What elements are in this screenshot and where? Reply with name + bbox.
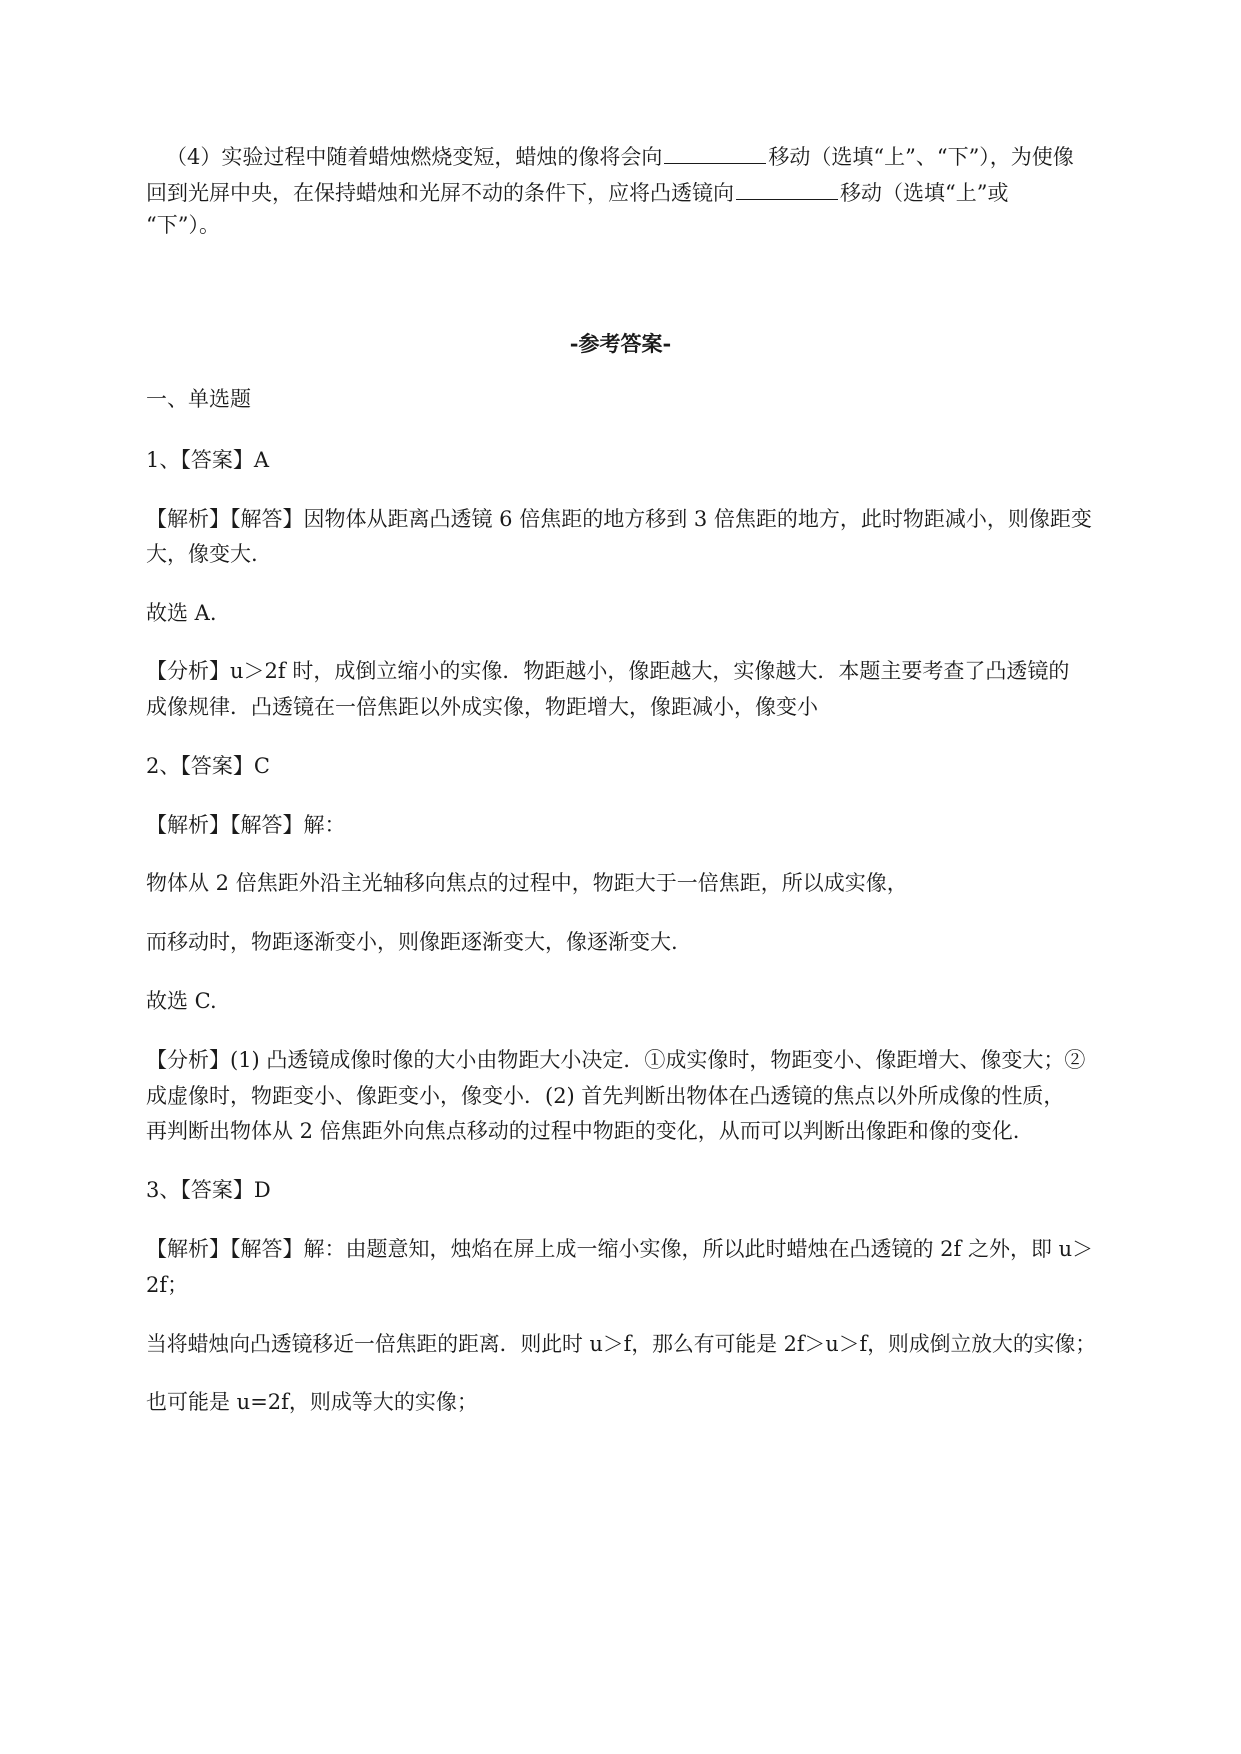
analysis-line: 成虚像时，物距变小、像距变小，像变小．(2) 首先判断出物体在凸透镜的焦点以外所成像的性质， (146, 1084, 1065, 1108)
analysis-line: 再判断出物体从 2 倍焦距外向焦点移动的过程中物距的变化，从而可以判断出像距和像的变化. (146, 1119, 1020, 1143)
question-4-text-d: 移动（选填“上”或 (840, 181, 1009, 205)
analysis-line: 物体从 2 倍焦距外沿主光轴移向焦点的过程中，物距大于一倍焦距，所以成实像， (146, 871, 908, 895)
answer-3: 3、【答案】D (146, 1178, 271, 1202)
analysis-line: 【分析】u＞2f 时，成倒立缩小的实像．物距越小，像距越大，实像越大．本题主要考查了凸透镜的 (146, 659, 1070, 683)
analysis-line: 当将蜡烛向凸透镜移近一倍焦距的距离．则此时 u＞f，那么有可能是 2f＞u＞f，则成倒立放大的实像； (146, 1332, 1097, 1356)
analysis-line: 也可能是 u=2f，则成等大的实像； (146, 1390, 478, 1414)
answer-blank-1[interactable] (664, 143, 766, 164)
analysis-line: 而移动时，物距逐渐变小，则像距逐渐变大，像逐渐变大. (146, 930, 678, 954)
analysis-line: 【分析】(1) 凸透镜成像时像的大小由物距大小决定．①成实像时，物距变小、像距增大、像变大；② (146, 1048, 1086, 1072)
analysis-line: 【解析】【解答】解：由题意知，烛焰在屏上成一缩小实像，所以此时蜡烛在凸透镜的 2f 之外，即 u＞ (146, 1237, 1094, 1261)
analysis-line: 【解析】【解答】因物体从距离凸透镜 6 倍焦距的地方移到 3 倍焦距的地方，此时物距减小，则像距变 (146, 507, 1092, 531)
question-4-text-c: 回到光屏中央，在保持蜡烛和光屏不动的条件下，应将凸透镜向 (146, 181, 734, 205)
question-4-text-b: 移动（选填“上”、“下”），为使像 (768, 145, 1074, 169)
question-4-text-a: （4）实验过程中随着蜡烛燃烧变短，蜡烛的像将会向 (166, 145, 663, 169)
question-4-line-1 (166, 143, 1074, 168)
analysis-line: 【解析】【解答】解： (146, 813, 346, 837)
answer-1: 1、【答案】A (146, 448, 270, 472)
answers-title: -参考答案- (569, 331, 672, 356)
analysis-line: 故选 C. (146, 989, 217, 1013)
question-4-line-3: “下”）。 (146, 213, 220, 237)
question-4-line-2 (146, 179, 1008, 204)
analysis-line: 2f； (146, 1273, 189, 1297)
analysis-line: 成像规律．凸透镜在一倍焦距以外成实像，物距增大，像距减小，像变小 (146, 695, 818, 719)
analysis-line: 故选 A. (146, 601, 217, 625)
answer-2: 2、【答案】C (146, 754, 270, 778)
analysis-line: 大，像变大. (146, 542, 258, 566)
section-title: 一、单选题 (146, 387, 251, 411)
answer-blank-2[interactable] (736, 179, 838, 200)
